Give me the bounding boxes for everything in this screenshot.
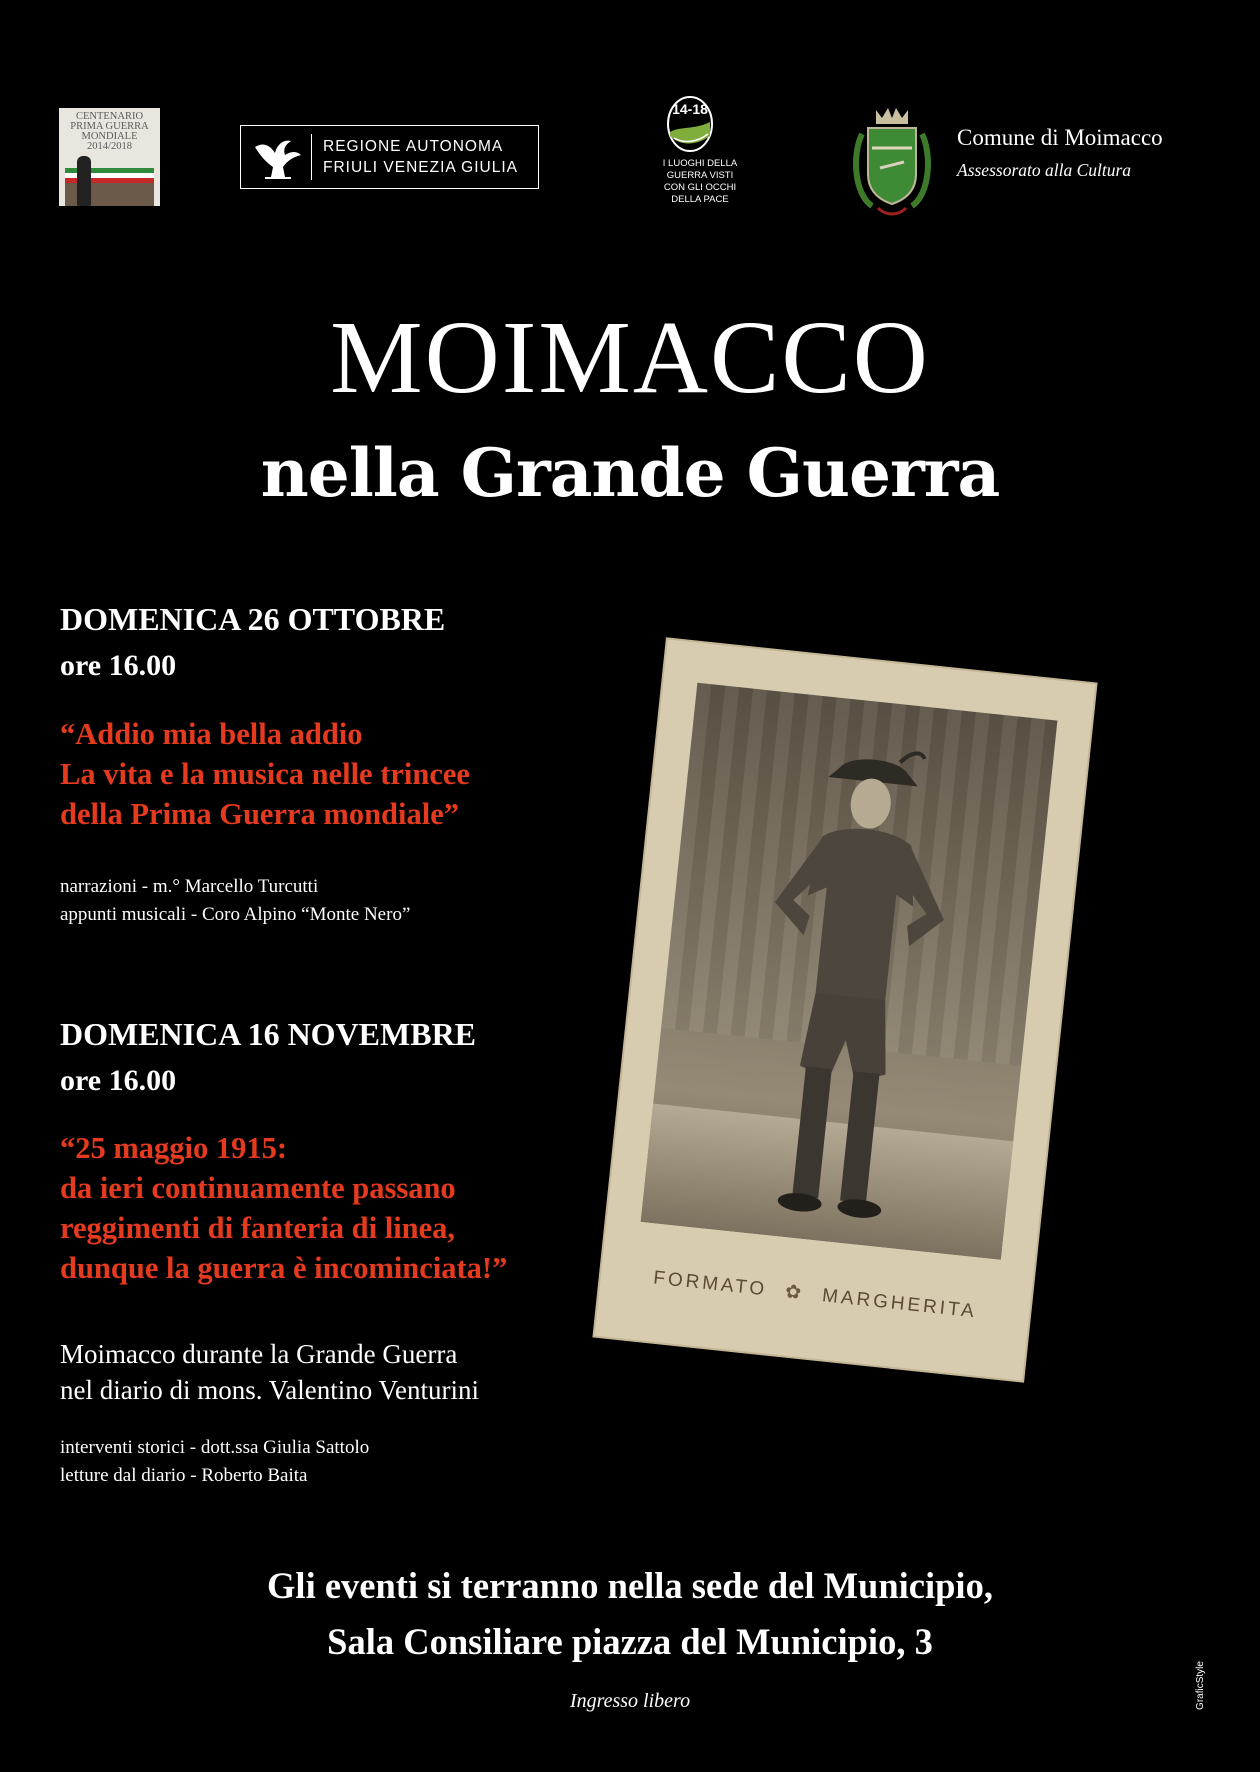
event-2-credit-line: letture dal diario - Roberto Baita: [60, 1465, 308, 1486]
logo-divider: [311, 134, 312, 180]
event-1-title-line: “Addio mia bella addio: [60, 717, 363, 751]
photo-caption-left: FORMATO: [652, 1267, 769, 1301]
luoghi-line-1: I LUOGHI DELLA: [662, 158, 738, 169]
region-name-line-1: REGIONE AUTONOMA: [323, 138, 504, 155]
event-1-time: ore 16.00: [60, 649, 177, 682]
luoghi-line-4: DELLA PACE: [671, 194, 729, 205]
event-1-credit-line: narrazioni - m.° Marcello Turcutti: [60, 876, 319, 897]
event-1-date: DOMENICA 26 OTTOBRE: [60, 601, 446, 637]
centenario-line-4: 2014/2018: [87, 141, 132, 152]
flower-ornament-icon: ✿: [784, 1281, 806, 1305]
event-2-title-line: dunque la guerra è incominciata!”: [60, 1251, 508, 1285]
poster-subtitle: nella Grande Guerra: [260, 434, 1000, 512]
event-1-title: [60, 714, 470, 834]
event-2-title-line: “25 maggio 1915:: [60, 1131, 288, 1165]
event-2-credit-line: interventi storici - dott.ssa Giulia Sattolo: [60, 1437, 370, 1458]
centenario-logo-text: [59, 112, 160, 152]
venue-line-2: Sala Consiliare piazza del Municipio, 3: [327, 1621, 933, 1662]
poster-title: MOIMACCO: [330, 300, 930, 415]
event-1-credits: [60, 873, 410, 929]
event-2-title: [60, 1128, 507, 1288]
eagle-icon: [251, 133, 303, 181]
event-2-description: [60, 1336, 479, 1408]
venue-line-1: Gli eventi si terranno nella sede del Municipio,: [267, 1565, 993, 1606]
comune-name: Comune di Moimacco: [957, 125, 1163, 150]
luoghi-line-2: GUERRA VISTI: [666, 170, 734, 181]
moimacco-coat-of-arms-icon: [848, 104, 936, 222]
event-2-date: DOMENICA 16 NOVEMBRE: [60, 1016, 477, 1052]
regione-fvg-logo: [240, 125, 539, 189]
event-2-title-line: da ieri continuamente passano: [60, 1171, 456, 1205]
event-1-title-line: La vita e la musica nelle trincee: [60, 757, 470, 791]
centenario-line-1: CENTENARIO: [75, 111, 144, 122]
event-2-time: ore 16.00: [60, 1064, 177, 1097]
badge-14-18-label: 14-18: [672, 101, 708, 117]
photo-image-area: [641, 683, 1058, 1260]
centenario-line-2: PRIMA GUERRA: [70, 121, 149, 132]
event-1-credit-line: appunti musicali - Coro Alpino “Monte Nero”: [60, 904, 411, 925]
event-2-description-line: nel diario di mons. Valentino Venturini: [60, 1375, 479, 1405]
entry-note: Ingresso libero: [569, 1690, 691, 1712]
centenario-line-3: MONDIALE: [81, 131, 138, 142]
event-2-description-line: Moimacco durante la Grande Guerra: [60, 1339, 458, 1369]
luoghi-della-guerra-logo: [640, 90, 760, 230]
event-2-credits: [60, 1434, 369, 1490]
centenario-logo: [59, 108, 160, 206]
badge-14-18-icon: [660, 92, 720, 154]
soldier-silhouette-icon: [77, 156, 91, 206]
vintage-soldier-photo: [595, 639, 1096, 1380]
photo-caption: [600, 1261, 1030, 1329]
luoghi-line-3: CON GLI OCCHI: [663, 182, 737, 193]
designer-credit-label: GraficStyle: [1194, 1661, 1206, 1710]
event-1-title-line: della Prima Guerra mondiale”: [60, 797, 459, 831]
event-2-title-line: reggimenti di fanteria di linea,: [60, 1211, 456, 1245]
comune-department: Assessorato alla Cultura: [957, 160, 1132, 180]
photo-caption-right: MARGHERITA: [821, 1285, 978, 1323]
region-name-line-2: FRIULI VENEZIA GIULIA: [323, 159, 518, 176]
